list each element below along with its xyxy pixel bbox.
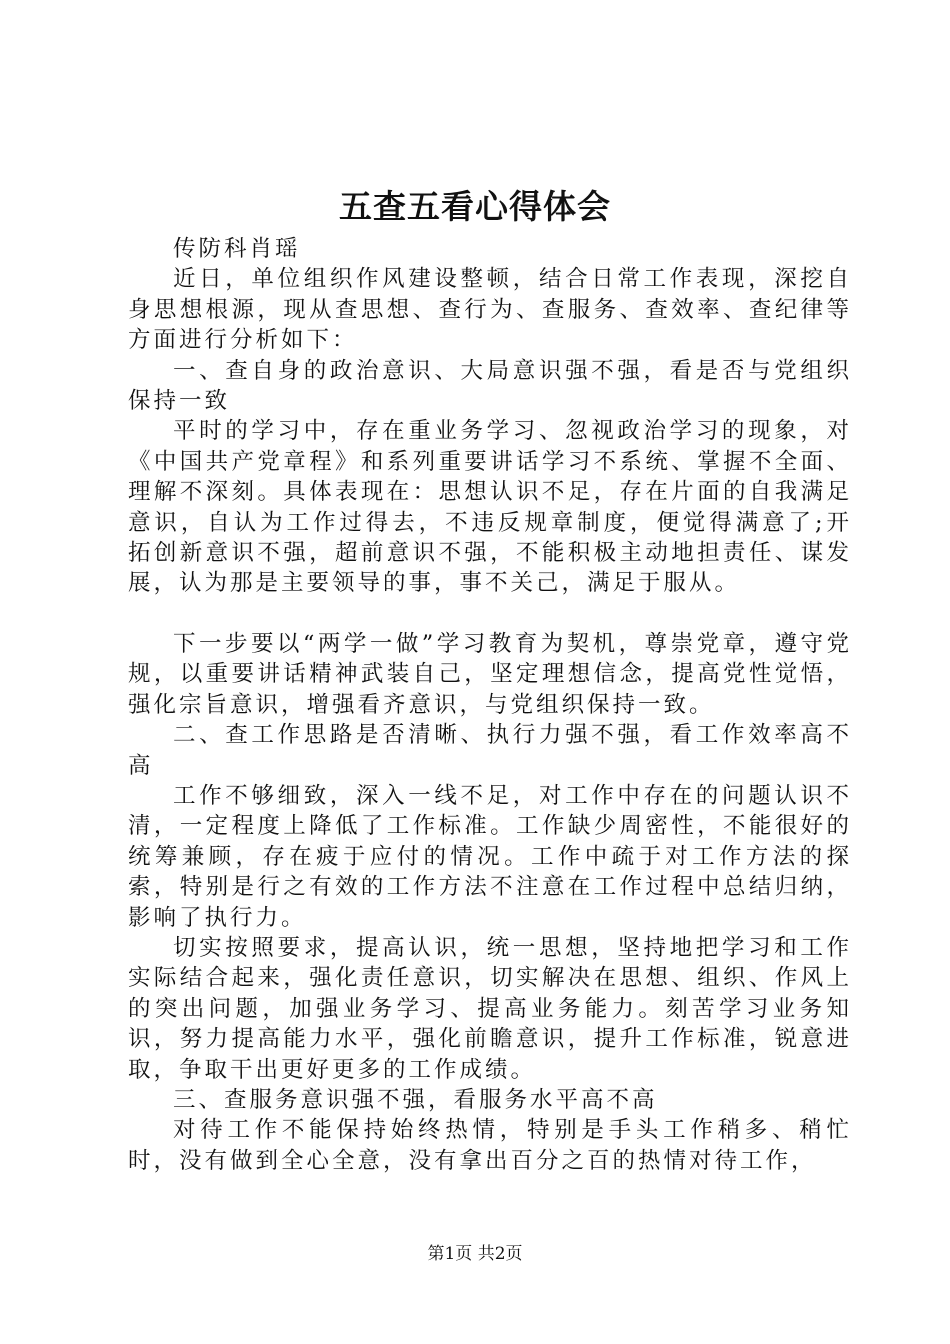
section-heading-2: 二、查工作思路是否清晰、执行力强不强，看工作效率高不高 [128,722,852,779]
section-heading-1: 一、查自身的政治意识、大局意识强不强，看是否与党组织保持一致 [128,357,852,415]
paragraph-section-1-analysis: 平时的学习中，存在重业务学习、忽视政治学习的现象，对《中国共产党章程》和系列重要讲话学习不系统、掌握不全面、理解不深刻。具体表现在：思想认识不足，存在片面的自我满足意识，自认为工作过得去，不违反规章制度，便觉得满意了;开拓创新意识不强，超前意识不强，不能积极主动地担责任、谋发展，认为那是主要领导的事，事不关己，满足于服从。 [128,418,852,597]
paragraph-section-2-plan: 切实按照要求，提高认识，统一思想，坚持地把学习和工作实际结合起来，强化责任意识，切实解决在思想、组织、作风上的突出问题，加强业务学习、提高业务能力。刻苦学习业务知识，努力提高能力水平，强化前瞻意识，提升工作标准，锐意进取，争取干出更好更多的工作成绩。 [128,934,852,1083]
author-line: 传防科肖瑶 [173,236,301,262]
paragraph-section-3-analysis: 对待工作不能保持始终热情，特别是手头工作稍多、稍忙时，没有做到全心全意，没有拿出百分之百的热情对待工作， [128,1117,852,1174]
document-body [128,234,852,1176]
document-title: 五查五看心得体会 [339,187,611,226]
section-heading-3: 三、查服务意识强不强，看服务水平高不高 [173,1086,658,1113]
paragraph-intro: 近日，单位组织作风建设整顿，结合日常工作表现，深挖自身思想根源，现从查思想、查行为、查服务、查效率、查纪律等方面进行分析如下： [128,266,852,354]
paragraph-section-2-analysis: 工作不够细致，深入一线不足，对工作中存在的问题认识不清，一定程度上降低了工作标准。工作缺少周密性，不能很好的统筹兼顾，存在疲于应付的情况。工作中疏于对工作方法的探索，特别是行之有效的工作方法不注意在工作过程中总结归纳，影响了执行力。 [128,782,852,931]
page-footer: 第1页 共2页 [427,1244,523,1264]
paragraph-section-1-plan: 下一步要以“两学一做”学习教育为契机，尊崇党章，遵守党规，以重要讲话精神武装自己，坚定理想信念，提高党性觉悟，强化宗旨意识，增强看齐意识，与党组织保持一致。 [128,630,852,718]
